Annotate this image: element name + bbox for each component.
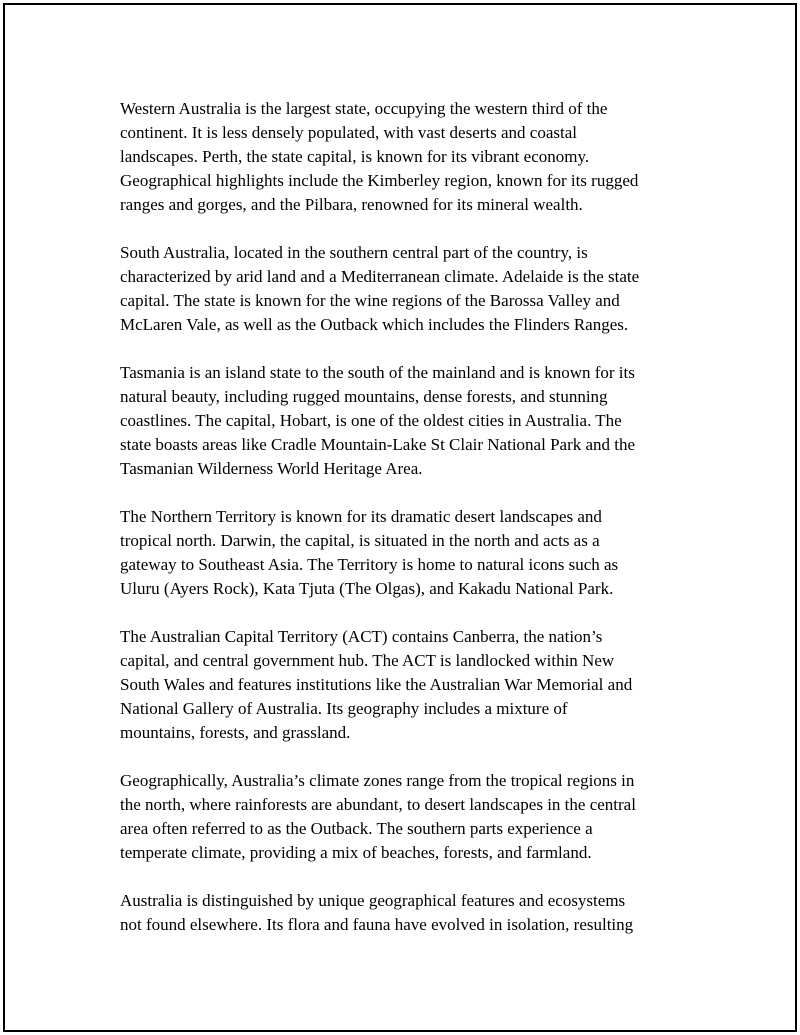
paragraph-western-australia — [120, 97, 690, 217]
paragraph-tasmania — [120, 361, 690, 481]
text-line: natural beauty, including rugged mountains, dense forests, and stunning — [120, 387, 608, 406]
text-line: tropical north. Darwin, the capital, is situated in the north and acts as a — [120, 531, 600, 550]
text-line: temperate climate, providing a mix of beaches, forests, and farmland. — [120, 843, 592, 862]
text-line: coastlines. The capital, Hobart, is one of the oldest cities in Australia. The — [120, 411, 622, 430]
text-line: Tasmanian Wilderness World Heritage Area. — [120, 459, 423, 478]
document-body — [120, 97, 690, 961]
text-line: Tasmania is an island state to the south of the mainland and is known for its — [120, 363, 635, 382]
paragraph-unique-features — [120, 889, 690, 937]
text-line: McLaren Vale, as well as the Outback which includes the Flinders Ranges. — [120, 315, 629, 334]
paragraph-climate-zones — [120, 769, 690, 865]
text-line: Geographically, Australia’s climate zones range from the tropical regions in — [120, 771, 635, 790]
text-line: capital. The state is known for the wine regions of the Barossa Valley and — [120, 291, 620, 310]
text-line: South Australia, located in the southern central part of the country, is — [120, 243, 588, 262]
text-line: capital, and central government hub. The ACT is landlocked within New — [120, 651, 615, 670]
paragraph-act — [120, 625, 690, 745]
text-line: National Gallery of Australia. Its geography includes a mixture of — [120, 699, 568, 718]
text-line: characterized by arid land and a Mediterranean climate. Adelaide is the state — [120, 267, 640, 286]
text-line: landscapes. Perth, the state capital, is known for its vibrant economy. — [120, 147, 590, 166]
paragraph-northern-territory — [120, 505, 690, 601]
text-line: The Northern Territory is known for its dramatic desert landscapes and — [120, 507, 602, 526]
text-line: state boasts areas like Cradle Mountain-Lake St Clair National Park and the — [120, 435, 636, 454]
text-line: ranges and gorges, and the Pilbara, renowned for its mineral wealth. — [120, 195, 583, 214]
text-line: Australia is distinguished by unique geographical features and ecosystems — [120, 891, 626, 910]
text-line: Uluru (Ayers Rock), Kata Tjuta (The Olgas), and Kakadu National Park. — [120, 579, 614, 598]
text-line: Geographical highlights include the Kimberley region, known for its rugged — [120, 171, 639, 190]
text-line: South Wales and features institutions like the Australian War Memorial and — [120, 675, 633, 694]
paragraph-south-australia — [120, 241, 690, 337]
text-line: mountains, forests, and grassland. — [120, 723, 351, 742]
text-line: The Australian Capital Territory (ACT) contains Canberra, the nation’s — [120, 627, 603, 646]
page-frame — [3, 3, 797, 1032]
text-line: Western Australia is the largest state, occupying the western third of the — [120, 99, 608, 118]
text-line: gateway to Southeast Asia. The Territory is home to natural icons such as — [120, 555, 619, 574]
text-line: area often referred to as the Outback. The southern parts experience a — [120, 819, 593, 838]
text-line: not found elsewhere. Its flora and fauna have evolved in isolation, resulting — [120, 915, 634, 934]
text-line: continent. It is less densely populated, with vast deserts and coastal — [120, 123, 578, 142]
text-line: the north, where rainforests are abundant, to desert landscapes in the central — [120, 795, 636, 814]
